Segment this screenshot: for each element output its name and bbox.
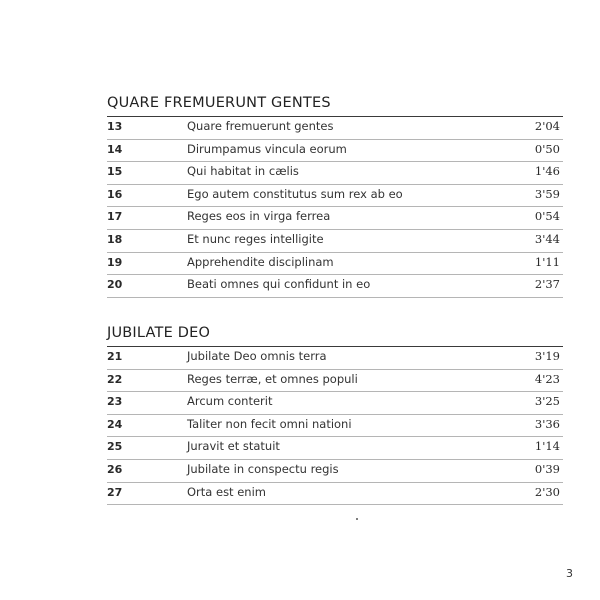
- track-number: 17: [107, 210, 123, 224]
- track-duration: 1'11: [534, 254, 560, 269]
- print-speck: [356, 518, 358, 520]
- track-row: [107, 460, 563, 483]
- track-title: Juravit et statuit: [187, 439, 280, 454]
- track-title: Apprehendite disciplinam: [187, 254, 334, 269]
- track-row: [107, 117, 563, 140]
- track-duration: 2'37: [534, 277, 560, 292]
- track-row: [107, 370, 563, 393]
- track-title: Et nunc reges intelligite: [187, 231, 324, 246]
- track-title: Reges terræ, et omnes populi: [187, 371, 358, 386]
- track-title: Reges eos in virga ferrea: [187, 209, 331, 224]
- section-quare-fremuerunt-gentes: [107, 92, 563, 298]
- track-number: 14: [107, 142, 123, 156]
- track-number: 18: [107, 232, 123, 246]
- track-list: [107, 117, 563, 298]
- track-duration: 3'36: [534, 416, 560, 431]
- track-duration: 1'46: [534, 164, 560, 179]
- track-title: Taliter non fecit omni nationi: [187, 416, 352, 431]
- track-row: [107, 253, 563, 276]
- track-duration: 3'44: [534, 231, 560, 246]
- track-number: 26: [107, 462, 123, 476]
- track-duration: 0'54: [534, 209, 560, 224]
- track-title: Ego autem constitutus sum rex ab eo: [187, 186, 403, 201]
- track-number: 27: [107, 485, 123, 499]
- track-row: [107, 162, 563, 185]
- track-title: Jubilate Deo omnis terra: [187, 349, 327, 363]
- section-jubilate-deo: [107, 322, 563, 505]
- track-number: 16: [107, 187, 123, 201]
- track-duration: 0'50: [534, 141, 560, 156]
- track-number: 20: [107, 278, 123, 292]
- track-row: [107, 207, 563, 230]
- track-number: 19: [107, 255, 123, 269]
- track-number: 15: [107, 165, 123, 179]
- track-row: [107, 185, 563, 208]
- track-title: Dirumpamus vincula eorum: [187, 141, 347, 156]
- track-row: [107, 140, 563, 163]
- track-title: Quare fremuerunt gentes: [187, 119, 334, 133]
- track-title: Orta est enim: [187, 484, 266, 499]
- track-duration: 3'59: [534, 186, 560, 201]
- track-number: 24: [107, 417, 123, 431]
- track-row: [107, 230, 563, 253]
- track-row: [107, 392, 563, 415]
- page-number: 3: [566, 567, 573, 580]
- track-number: 21: [107, 350, 123, 363]
- track-duration: 1'14: [534, 439, 560, 454]
- track-row: [107, 415, 563, 438]
- track-row: [107, 275, 563, 298]
- track-title: Arcum conterit: [187, 394, 273, 409]
- track-title: Beati omnes qui confidunt in eo: [187, 277, 371, 292]
- track-duration: 3'19: [534, 349, 560, 363]
- track-title: Jubilate in conspectu regis: [187, 461, 339, 476]
- track-row: [107, 483, 563, 506]
- track-row: [107, 437, 563, 460]
- track-duration: 0'39: [534, 461, 560, 476]
- section-title: QUARE FREMUERUNT GENTES: [107, 92, 563, 117]
- track-list: [107, 347, 563, 505]
- track-duration: 2'30: [534, 484, 560, 499]
- track-number: 23: [107, 395, 123, 409]
- track-number: 22: [107, 372, 123, 386]
- section-title: JUBILATE DEO: [107, 322, 563, 347]
- track-title: Qui habitat in cælis: [187, 164, 299, 179]
- track-number: 13: [107, 120, 123, 133]
- track-number: 25: [107, 440, 123, 454]
- track-duration: 3'25: [534, 394, 560, 409]
- track-row: [107, 347, 563, 370]
- track-duration: 4'23: [534, 371, 560, 386]
- track-duration: 2'04: [534, 119, 560, 133]
